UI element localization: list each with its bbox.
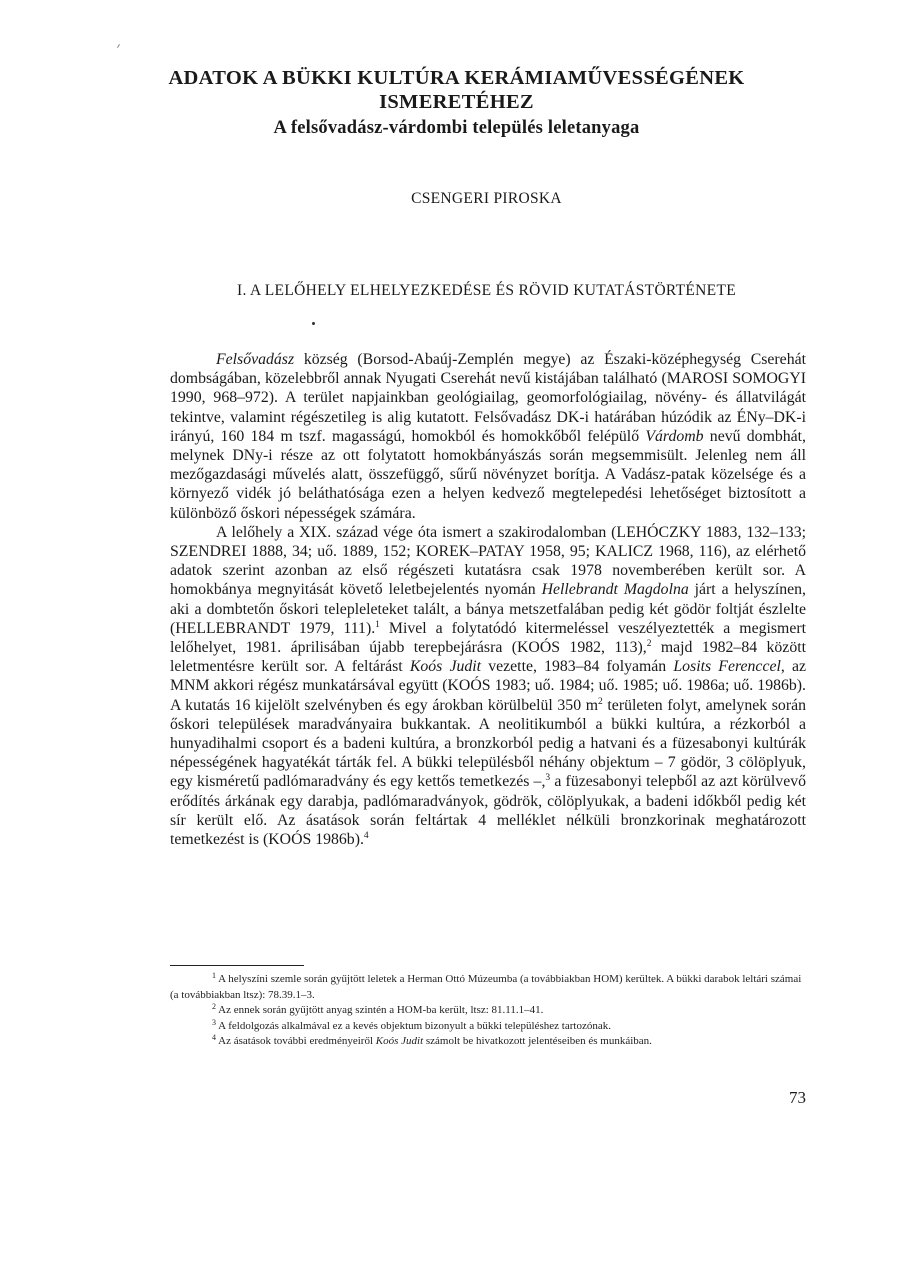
person-name: Losits Ferenccel	[673, 658, 781, 676]
footnote-separator	[170, 965, 304, 966]
unit-exponent: 2	[598, 696, 603, 707]
footnote-number: 2	[212, 1002, 216, 1012]
body-text	[170, 350, 806, 849]
text-span: nevű dombhát, melynek DNy-i része az ott folytatott homokbányászás során megsemmisült. Jelenleg nem áll mezőgazdasági művelés alatt, összefüggő, sűrű növényzet borítja. A Vadász-patak közelsége és a környező vidék jó beláthatósága ezen a helyen kedvező megtelepedési lehetőséget biztosított a különböző őskori népességek számára.	[170, 427, 806, 522]
place-name: Várdomb	[645, 427, 704, 445]
text-span: község (Borsod-Abaúj-Zemplén megye) az Északi-középhegység Cserehát dombságában, közelebbről annak Nyugati Cserehát nevű kistájában található (MAROSI SOMOGYI 1990, 968–972). A terület napjainkban geológiailag, geomorfológiailag, növény- és állatvilágát tekintve, valamint régészetileg is alig kutatott. Felsővadász DK-i határában húzódik az ÉNy–DK-i irányú, 160 184 m tszf. magasságú, homokból és homokkőből felépülő	[170, 351, 806, 445]
footnote-text: Az ennek során gyűjtött anyag szintén a HOM-ba került, ltsz: 81.11.1–41.	[216, 1004, 544, 1017]
text-span: járt a helyszínen, aki a dombtetőn őskori telepleleteket talált, a bánya metszetfalában pedig két gödör foltját észlelte (HELLEBRANDT 1979, 111).	[170, 581, 806, 637]
article-title-line1: ADATOK A BÜKKI KULTÚRA KERÁMIAMŰVESSÉGÉNEK	[168, 67, 745, 89]
author-name: CSENGERI PIROSKA	[411, 190, 562, 207]
text-span: vezette, 1983–84 folyamán	[481, 658, 674, 676]
footnote-1	[170, 972, 806, 1003]
footnote-number: 3	[212, 1017, 216, 1027]
place-name: Felsővadász	[216, 351, 295, 368]
paragraph-2	[170, 523, 806, 849]
text-span: Mivel a folytatódó kitermeléssel veszélyeztették a megismert lelőhelyet, 1981. áprilisában újabb terepbejárásra (KOÓS 1982, 113),	[170, 619, 806, 657]
paragraph-1	[170, 350, 806, 523]
footnote-text: A feldolgozás alkalmával ez a kevés objektum bizonyult a bükki településhez tartozónak.	[216, 1019, 611, 1032]
text-span: , az MNM akkori régész munkatársával együtt (KOÓS 1983; uő. 1984; uő. 1985; uő. 1986a; uő. 1986b). A kutatás 16 kijelölt szelvényben és egy árokban körülbelül 350 m	[170, 658, 807, 714]
footnote-ref[interactable]: 3	[545, 773, 551, 784]
footnote-ref[interactable]: 1	[375, 619, 380, 630]
person-name: Koós Judit	[409, 658, 482, 676]
scan-mark	[117, 44, 120, 48]
text-span: területen folyt, amelynek során őskori települések maradványaira bukkantak. A neolitikumból a bükki kultúra, a rézkorból a hunyadihalmi csoport és a badeni kultúra, a bronzkorból pedig a hatvani és a füzesabonyi kultúrák népességének hagyatékát tárták fel. A bükki településből néhány objektum – 7 gödör, 3 cölöplyuk, egy kisméretű padlómaradvány és egy kettős temetkezés –,	[170, 696, 806, 791]
article-title-line2: ISMERETÉHEZ	[379, 91, 534, 113]
footnote-4	[170, 1034, 806, 1050]
footnote-3	[170, 1019, 806, 1035]
page-number: 73	[789, 1088, 806, 1107]
scan-dot	[312, 322, 315, 325]
footnote-ref[interactable]: 4	[363, 831, 369, 842]
text-span: A lelőhely a XIX. század vége óta ismert a szakirodalomban (LEHÓCZKY 1883, 132–133; SZENDREI 1888, 34; uő. 1889, 152; KOREK–PATAY 1958, 95; KALICZ 1968, 116), az elérhető adatok szerint azonban az első régészeti kutatásra csak 1978 novemberében került sor. A homokbánya megnyitását követő leletbejelentés nyomán	[170, 523, 806, 599]
footnote-2	[170, 1003, 806, 1019]
article-subtitle: A felsővadász-várdombi település leletanyaga	[273, 118, 640, 138]
footnote-text: A helyszíni szemle során gyűjtött leletek a Herman Ottó Múzeumba (a továbbiakban HOM) kerültek. A bükki darabok leltári számai (a továbbiakban ltsz): 78.39.1–3.	[170, 973, 802, 1001]
footnotes	[170, 972, 806, 1050]
person-name: Koós Judit	[375, 1035, 424, 1048]
section-heading: I. A LELŐHELY ELHELYEZKEDÉSE ÉS RÖVID KUTATÁSTÖRTÉNETE	[237, 282, 736, 299]
text-span: a füzesabonyi telepből az azt körülvevő erődítés árkának egy darabja, padlómaradványok, gödrök, cölöplyukak, a badeni időkből pedig két sír került elő. Az ásatások során feltártak 4 melléklet nélküli bronzkorinak meghatározott temetkezést is (KOÓS 1986b).	[170, 773, 807, 849]
person-name: Hellebrandt Magdolna	[541, 581, 689, 599]
footnote-number: 4	[212, 1033, 216, 1043]
footnote-text: Az ásatások további eredményeiről	[216, 1035, 376, 1048]
footnote-text: számolt be hivatkozott jelentéseiben és munkáiban.	[423, 1035, 652, 1048]
footnote-number: 1	[212, 971, 216, 980]
footnote-ref[interactable]: 2	[646, 639, 652, 650]
text-span: majd 1982–84 között leletmentésre került sor. A feltárást	[170, 639, 806, 676]
